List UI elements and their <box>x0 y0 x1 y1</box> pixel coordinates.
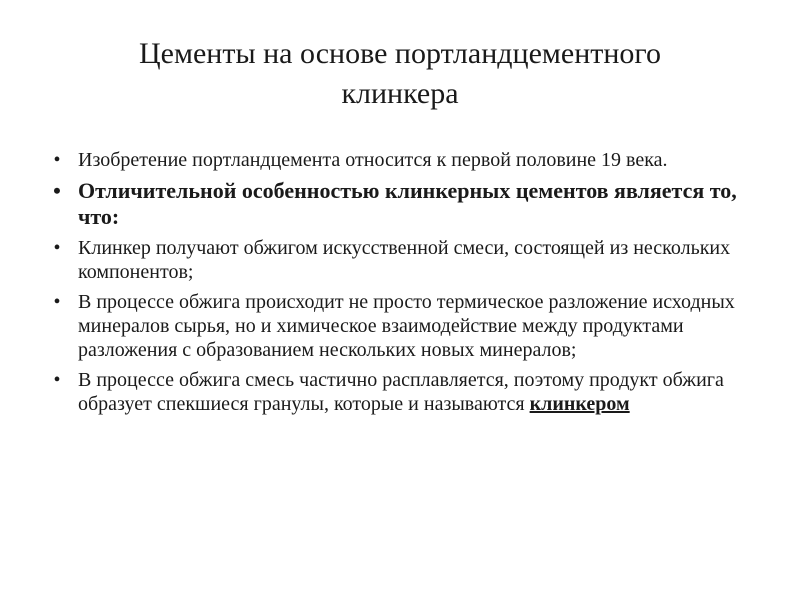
emphasized-term: клинкером <box>529 393 630 415</box>
bullet-icon: • <box>53 237 61 259</box>
bullet-item <box>50 236 750 284</box>
bullet-text: Изобретение портландцемента относится к первой половине 19 века. <box>78 149 668 171</box>
bullet-text: Клинкер получают обжигом искусственной смеси, состоящей из нескольких компонентов; <box>78 237 731 283</box>
bullet-text: В процессе обжига происходит не просто термическое разложение исходных минералов сырья, но и химическое взаимодействие между продуктами разложения с образованием нескольких новых минералов; <box>78 291 735 361</box>
bullet-text: В процессе обжига смесь частично расплавляется, поэтому продукт обжига образует спекшиеся гранулы, которые и называются <box>78 369 724 415</box>
title-line-2: клинкера <box>341 77 459 110</box>
bullet-item <box>50 368 750 416</box>
bullet-list <box>50 148 750 422</box>
bullet-text: Отличительной особенностью клинкерных цементов является то, что: <box>78 178 737 229</box>
bullet-item <box>50 148 750 172</box>
bullet-icon: • <box>53 149 61 171</box>
bullet-icon: • <box>53 369 61 391</box>
bullet-item <box>50 178 750 230</box>
title-line-1: Цементы на основе портландцементного <box>139 37 661 70</box>
bullet-icon: • <box>53 178 61 203</box>
slide-title <box>60 34 740 114</box>
bullet-icon: • <box>53 291 61 313</box>
bullet-item <box>50 290 750 362</box>
